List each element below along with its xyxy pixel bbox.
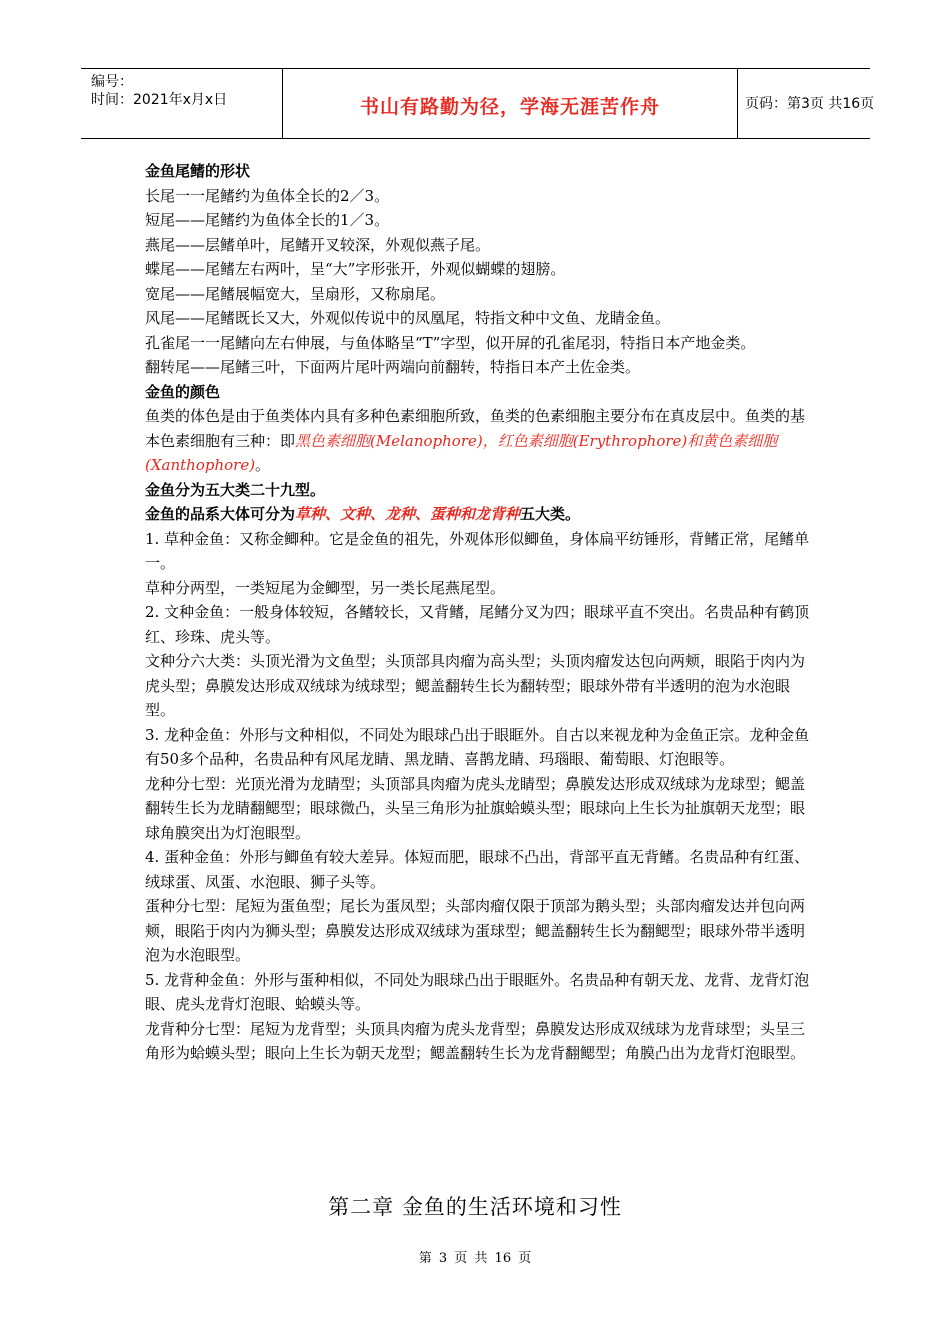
body-paragraph: 文种分六大类：头顶光滑为文鱼型；头顶部具肉瘤为高头型；头顶肉瘤发达包向两颊，眼陷于肉内为虎头型；鼻膜发达形成双绒球为绒球型；鳃盖翻转生长为翻转型；眼球外带有半透明的泡为水泡眼型。: [145, 652, 806, 719]
body-paragraph: 草种分两型，一类短尾为金鲫型，另一类长尾燕尾型。: [145, 578, 506, 597]
body-paragraph: 1. 草种金鱼：又称金鲫种。它是金鱼的祖先，外观体形似鲫鱼，身体扁平纺锤形，背鳍正常，尾鳍单一。: [145, 529, 810, 572]
time-label: 时间：2021年x月x日: [91, 92, 228, 108]
color-section-title: 金鱼的颜色: [145, 382, 221, 401]
body-paragraph: 3. 龙种金鱼：外形与文种相似，不同处为眼球凸出于眼眶外。自古以来视龙种为金鱼正宗。龙种金鱼有50多个品种，名贵品种有风尾龙睛、黑龙睛、喜鹊龙睛、玛瑙眼、葡萄眼、灯泡眼等。: [145, 725, 810, 768]
categories-highlight: 草种、文种、龙种、蛋种和龙背种: [295, 505, 521, 523]
tail-line: 长尾一一尾鳍约为鱼体全长的2／3。: [145, 186, 390, 205]
tail-line: 宽尾——尾鳍展幅宽大，呈扇形，又称扇尾。: [145, 284, 446, 303]
tail-line: 翻转尾——尾鳍三叶，下面两片尾叶两端向前翻转，特指日本产土佐金类。: [145, 358, 641, 376]
main-content: [145, 159, 813, 1066]
tail-line: 孔雀尾一一尾鳍向左右伸展，与鱼体略呈“T”字型，似开屏的孔雀尾羽，特指日本产地金类。: [145, 333, 756, 352]
body-paragraph: 蛋种分七型：尾短为蛋鱼型；尾长为蛋凤型；头部肉瘤仅限于顶部为鹅头型；头部肉瘤发达并包向两颊，眼陷于肉内为狮头型；鼻膜发达形成双绒球为蛋球型；鳃盖翻转生长为翻鳃型；眼球外带半透明泡为水泡眼型。: [145, 897, 806, 964]
header-left-cell: [81, 69, 283, 138]
tail-line: 风尾——尾鳍既长又大，外观似传说中的凤凰尾，特指文种中文鱼、龙睛金鱼。: [145, 309, 671, 327]
pigment-cells-text: 黑色素细胞(Melanophore)，红色素细胞(Erythrophore)和黄色素细胞(Xanthophore): [145, 431, 778, 474]
color-text-end: 。: [255, 456, 271, 474]
body-paragraph: 龙种分七型：光顶光滑为龙睛型；头顶部具肉瘤为虎头龙睛型；鼻膜发达形成双绒球为龙球型；鳃盖翻转生长为龙睛翻鳃型；眼球微凸，头呈三角形为扯旗蛤蟆头型；眼球向上生长为扯旗朝天龙型；眼球角膜突出为灯泡眼型。: [145, 774, 806, 842]
color-paragraph: [145, 404, 813, 478]
header-center-cell: [283, 69, 738, 138]
tail-line: 蝶尾——尾鳍左右两叶，呈“大”字形张开，外观似蝴蝶的翅膀。: [145, 260, 566, 278]
motto: 书山有路勤为径，学海无涯苦作舟: [359, 96, 660, 118]
body-paragraph: 2. 文种金鱼：一般身体较短，各鳍较长，又背鳍，尾鳍分叉为四；眼球平直不突出。名贵品种有鹤顶红、珍珠、虎头等。: [145, 603, 810, 646]
tail-section-title: 金鱼尾鳍的形状: [145, 162, 251, 180]
header-right-cell: [738, 69, 875, 138]
tail-line: 燕尾——层鳍单叶，尾鳍开叉较深，外观似燕子尾。: [145, 235, 491, 254]
body-paragraph: 5. 龙背种金鱼：外形与蛋种相似，不同处为眼球凸出于眼眶外。名贵品种有朝天龙、龙背、龙背灯泡眼、虎头龙背灯泡眼、蛤蟆头等。: [145, 970, 810, 1013]
chapter-title: 第二章 金鱼的生活环境和习性: [328, 1195, 622, 1219]
page-footer: 第 3 页 共 16 页: [418, 1251, 532, 1266]
body-paragraph: 4. 蛋种金鱼：外形与鲫鱼有较大差异。体短而肥，眼球不凸出，背部平直无背鳍。名贵品种有红蛋、绒球蛋、凤蛋、水泡眼、狮子头等。: [145, 848, 810, 891]
page-info: 页码：第3页 共16页: [745, 96, 875, 112]
types-line: 金鱼分为五大类二十九型。: [145, 480, 326, 499]
color-text: 鱼类的体色是由于鱼类体内具有多种色素细胞所致，鱼类的色素细胞主要分布在真皮层中。鱼类的基本色素细胞有三种：即: [145, 407, 806, 450]
categories-post: 五大类。: [520, 505, 581, 523]
categories-pre: 金鱼的品系大体可分为: [145, 505, 296, 523]
header-table: [81, 68, 875, 139]
tail-line: 短尾——尾鳍约为鱼体全长的1／3。: [145, 211, 390, 229]
body-paragraph: 龙背种分七型：尾短为龙背型；头顶具肉瘤为虎头龙背型；鼻膜发达形成双绒球为龙背球型；头呈三角形为蛤蟆头型；眼向上生长为朝天龙型；鳃盖翻转生长为龙背翻鳃型；角膜凸出为龙背灯泡眼型。: [145, 1019, 806, 1062]
number-label: 编号：: [91, 74, 133, 90]
categories-line: [145, 502, 813, 527]
